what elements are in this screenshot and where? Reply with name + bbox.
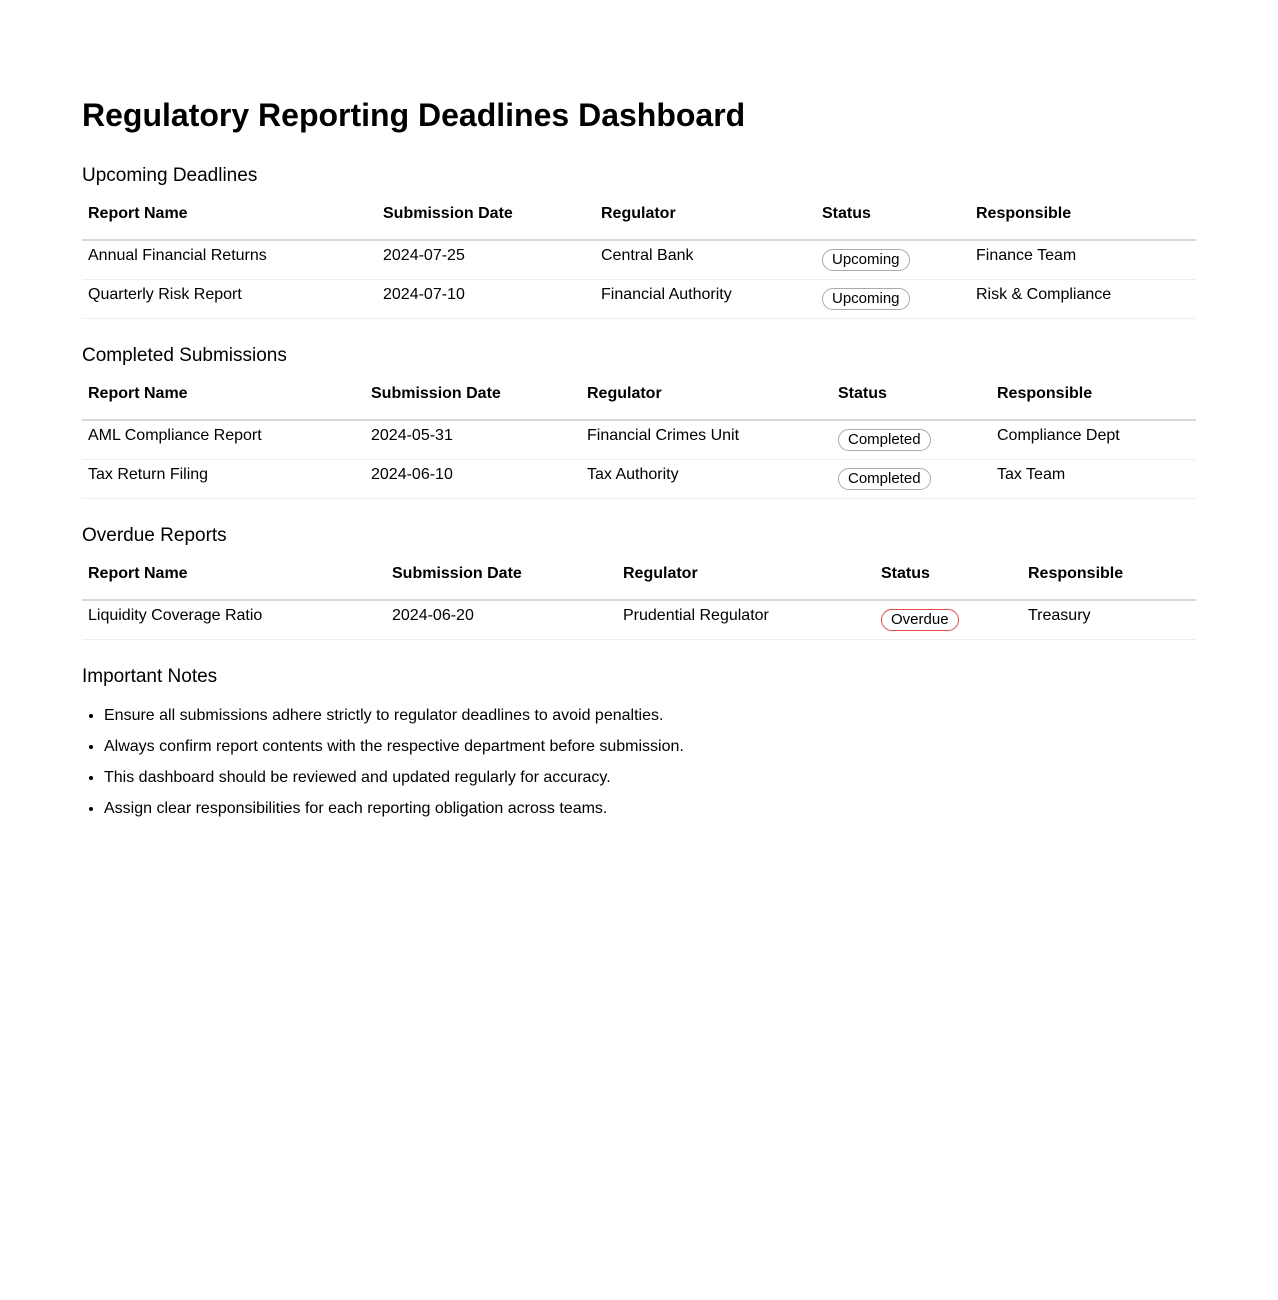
col-report-name: Report Name [82, 385, 365, 420]
regulator: Central Bank [595, 240, 816, 279]
upcoming-table [82, 205, 1196, 319]
col-status: Status [875, 565, 1022, 600]
col-regulator: Regulator [617, 565, 875, 600]
upcoming-section [82, 165, 1196, 319]
responsible: Risk & Compliance [970, 279, 1196, 318]
status-badge: Upcoming [822, 288, 910, 310]
table-header-row [82, 385, 1196, 420]
submission-date: 2024-06-20 [386, 600, 617, 639]
table-row [82, 279, 1196, 318]
submission-date: 2024-07-10 [377, 279, 595, 318]
col-responsible: Responsible [991, 385, 1196, 420]
col-responsible: Responsible [970, 205, 1196, 240]
notes-section [82, 666, 1196, 830]
col-submission-date: Submission Date [365, 385, 581, 420]
report-name: Annual Financial Returns [82, 240, 377, 279]
overdue-section [82, 525, 1196, 640]
col-status: Status [832, 385, 991, 420]
status-cell [832, 459, 991, 498]
col-submission-date: Submission Date [386, 565, 617, 600]
col-report-name: Report Name [82, 565, 386, 600]
list-item: • Assign clear responsibilities for each reporting obligation across teams. [104, 799, 1196, 818]
responsible: Compliance Dept [991, 420, 1196, 459]
submission-date: 2024-06-10 [365, 459, 581, 498]
report-name: Quarterly Risk Report [82, 279, 377, 318]
regulator: Financial Authority [595, 279, 816, 318]
responsible: Finance Team [970, 240, 1196, 279]
responsible: Tax Team [991, 459, 1196, 498]
notes-heading: Important Notes [82, 666, 218, 687]
status-badge: Upcoming [822, 249, 910, 271]
col-status: Status [816, 205, 970, 240]
page-title: Regulatory Reporting Deadlines Dashboard [82, 97, 746, 133]
completed-heading: Completed Submissions [82, 345, 287, 366]
responsible: Treasury [1022, 600, 1196, 639]
list-item: • This dashboard should be reviewed and updated regularly for accuracy. [104, 768, 1196, 787]
table-row [82, 420, 1196, 459]
report-name: Tax Return Filing [82, 459, 365, 498]
regulator: Financial Crimes Unit [581, 420, 832, 459]
status-cell [816, 279, 970, 318]
status-badge: Overdue [881, 609, 959, 631]
overdue-table [82, 565, 1196, 640]
notes-list [82, 706, 1196, 818]
table-row [82, 459, 1196, 498]
completed-section [82, 345, 1196, 499]
status-cell [832, 420, 991, 459]
submission-date: 2024-05-31 [365, 420, 581, 459]
report-name: Liquidity Coverage Ratio [82, 600, 386, 639]
report-name: AML Compliance Report [82, 420, 365, 459]
col-report-name: Report Name [82, 205, 377, 240]
col-responsible: Responsible [1022, 565, 1196, 600]
list-item: • Always confirm report contents with the respective department before submission. [104, 737, 1196, 756]
regulator: Tax Authority [581, 459, 832, 498]
status-badge: Completed [838, 468, 931, 490]
status-badge: Completed [838, 429, 931, 451]
submission-date: 2024-07-25 [377, 240, 595, 279]
col-submission-date: Submission Date [377, 205, 595, 240]
table-row [82, 240, 1196, 279]
completed-table [82, 385, 1196, 499]
upcoming-heading: Upcoming Deadlines [82, 165, 258, 186]
col-regulator: Regulator [595, 205, 816, 240]
regulator: Prudential Regulator [617, 600, 875, 639]
status-cell [875, 600, 1022, 639]
table-row [82, 600, 1196, 639]
col-regulator: Regulator [581, 385, 832, 420]
table-header-row [82, 565, 1196, 600]
overdue-heading: Overdue Reports [82, 525, 227, 546]
table-header-row [82, 205, 1196, 240]
list-item: • Ensure all submissions adhere strictly to regulator deadlines to avoid penalties. [104, 706, 1196, 725]
status-cell [816, 240, 970, 279]
